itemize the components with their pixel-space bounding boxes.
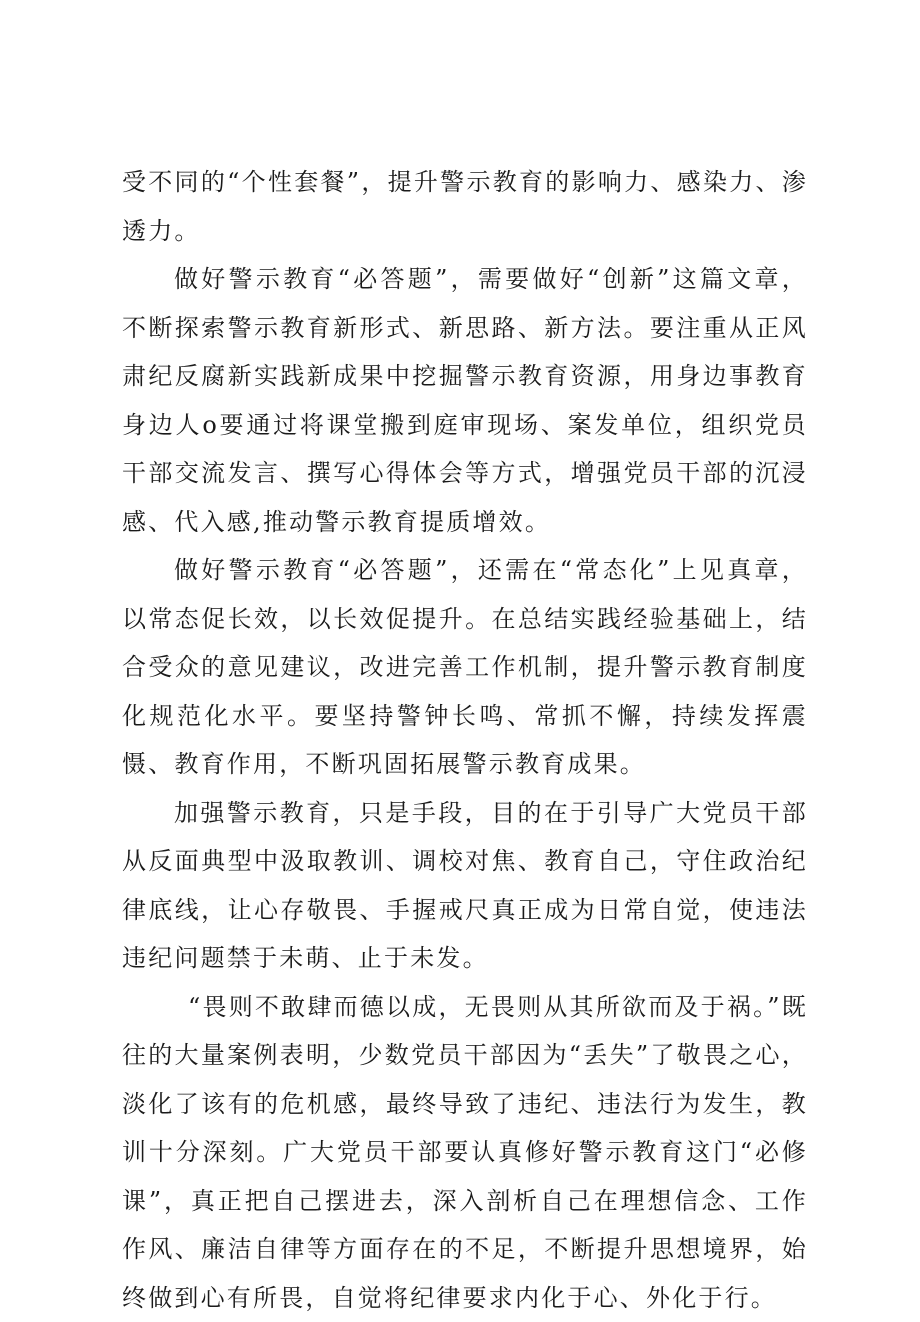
paragraph-normalization: 做好警示教育“必答题”，还需在“常态化”上见真章，以常态促长效，以长效促提升。在总结实践经验基础上，结合受众的意见建议，改进完善工作机制，提升警示教育制度化规范化水平。要坚持警钟长鸣、常抓不懈，持续发挥震慑、教育作用，不断巩固拓展警示教育成果。	[122, 546, 808, 789]
paragraph-quote: “畏则不敢肆而德以成，无畏则从其所欲而及于祸。”既往的大量案例表明，少数党员干部因为“丢失”了敬畏之心，淡化了该有的危机感，最终导致了违纪、违法行为发生，教训十分深刻。广大党员干部要认真修好警示教育这门“必修课”，真正把自己摆进去，深入剖析自己在理想信念、工作作风、廉洁自律等方面存在的不足，不断提升思想境界，始终做到心有所畏，自觉将纪律要求内化于心、外化于行。	[122, 983, 808, 1322]
document-body	[122, 158, 808, 1322]
paragraph-purpose: 加强警示教育，只是手段，目的在于引导广大党员干部从反面典型中汲取教训、调校对焦、教育自己，守住政治纪律底线，让心存敬畏、手握戒尺真正成为日常自觉，使违法违纪问题禁于未萌、止于未发。	[122, 789, 808, 983]
paragraph-continued: 受不同的“个性套餐”，提升警示教育的影响力、感染力、渗透力。	[122, 158, 808, 255]
paragraph-innovation: 做好警示教育“必答题”，需要做好“创新”这篇文章，不断探索警示教育新形式、新思路、新方法。要注重从正风肃纪反腐新实践新成果中挖掘警示教育资源，用身边事教育身边人o要通过将课堂搬到庭审现场、案发单位，组织党员干部交流发言、撰写心得体会等方式，增强党员干部的沉浸感、代入感,推动警示教育提质增效。	[122, 255, 808, 546]
